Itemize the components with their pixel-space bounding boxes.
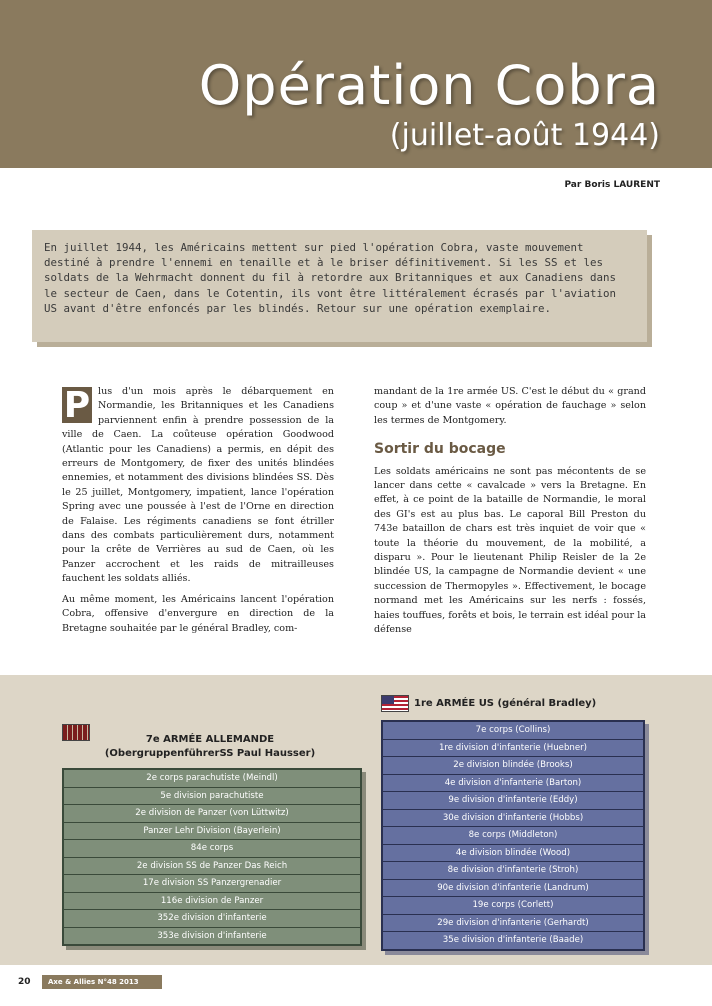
drop-cap: P [63,385,91,426]
german-army-commander: (ObergruppenführerSS Paul Hausser) [104,748,316,759]
german-units-table [62,768,362,946]
us-flag-icon [381,695,409,712]
article-title: Opération Cobra [198,54,660,117]
german-unit-row: 84e corps [64,840,360,857]
paragraph-4: Les soldats américains ne sont pas mécontents de se lancer dans cette « cavalcade » vers la Bretagne. En effet, à ce point de la bataille de Normandie, le moral des GI's est au plus bas. Le caporal Bill Preston du 743e bataillon de chars est très inquiet de voir que « toute la théorie du mouvement, de la mobilité, a disparu ». Pour le lieutenant Philip Reisler de la 2e blindée US, la campagne de Normandie devient « une succession de Thermopyles ». Effectivement, le bocage normand met les Américains sur les nerfs : fossés, haies touffues, forêts et bois, le terrain est idéal pour la défense [374,465,646,636]
section-heading: Sortir du bocage [374,441,506,458]
german-unit-row: 353e division d'infanterie [64,928,360,945]
paragraph-2: Au même moment, les Américains lancent l'opération Cobra, offensive d'envergure en direction de la Bretagne souhaitée par le général Bradley, com- [62,593,334,634]
german-unit-row: Panzer Lehr Division (Bayerlein) [64,823,360,840]
us-unit-row: 1re division d'infanterie (Huebner) [383,740,643,757]
intro-box [32,230,647,342]
us-unit-row: 7e corps (Collins) [383,722,643,739]
header-banner [0,0,712,168]
german-unit-row: 17e division SS Panzergrenadier [64,875,360,892]
magazine-label: Axe & Allies N°48 2013 [42,975,162,989]
german-unit-row: 2e division SS de Panzer Das Reich [64,858,360,875]
us-unit-row: 4e division d'infanterie (Barton) [383,775,643,792]
us-unit-row: 8e division d'infanterie (Stroh) [383,862,643,879]
us-units-table [381,720,645,951]
us-unit-row: 90e division d'infanterie (Landrum) [383,880,643,897]
german-unit-row: 2e division de Panzer (von Lüttwitz) [64,805,360,822]
us-unit-row: 9e division d'infanterie (Eddy) [383,792,643,809]
byline: Par Boris LAURENT [564,180,660,190]
us-unit-row: 4e division blindée (Wood) [383,845,643,862]
article-column-right [374,385,646,644]
us-unit-row: 29e division d'infanterie (Gerhardt) [383,915,643,932]
us-unit-row: 2e division blindée (Brooks) [383,757,643,774]
article-subtitle: (juillet-août 1944) [389,118,660,153]
german-unit-row: 116e division de Panzer [64,893,360,910]
german-unit-row: 5e division parachutiste [64,788,360,805]
us-unit-row: 19e corps (Corlett) [383,897,643,914]
german-unit-row: 2e corps parachutiste (Meindl) [64,770,360,787]
article-column-left [62,385,334,642]
paragraph-1-text: lus d'un mois après le débarquement en Normandie, les Britanniques et les Canadiens parviennent enfin à prendre possession de la ville de Caen. La coûteuse opération Goodwood (Atlantic pour les Canadiens) a permis, en dépit des erreurs de Montgomery, de fixer des unités blindées ennemies, et notamment des divisions blindées SS. Dès le 25 juillet, Montgomery, impatient, lance l'opération Spring avec une poussée à l'est de l'Orne en direction de Falaise. Les régiments canadiens se font étriller dans des combats particulièrement durs, notamment pour la crête de Verrières au sud de Caen, où les Panzer accrochent et les raids de mitrailleuses fauchent les soldats alliés. [62,386,334,585]
paragraph-1 [62,385,334,587]
intro-text: En juillet 1944, les Américains mettent sur pied l'opération Cobra, vaste mouvement destiné à prendre l'ennemi en tenaille et à le briser définitivement. Si les SS et les soldats de la Wehrmacht donnent du fil à retordre aux Britanniques et aux Canadiens dans le secteur de Caen, dans le Cotentin, ils vont être littéralement écrasés par l'aviation US avant d'être enfoncés par les blindés. Retour sur une opération exemplaire. [44,241,617,315]
page-number: 20 [18,977,31,987]
us-unit-row: 35e division d'infanterie (Baade) [383,932,643,949]
german-army-title: 7e ARMÉE ALLEMANDE [145,734,275,745]
paragraph-3: mandant de la 1re armée US. C'est le début du « grand coup » et d'une vaste « opération de fauchage » selon les termes de Montgomery. [374,386,646,426]
us-unit-row: 30e division d'infanterie (Hobbs) [383,810,643,827]
us-army-title: 1re ARMÉE US (général Bradley) [414,698,597,709]
german-unit-row: 352e division d'infanterie [64,910,360,927]
us-unit-row: 8e corps (Middleton) [383,827,643,844]
